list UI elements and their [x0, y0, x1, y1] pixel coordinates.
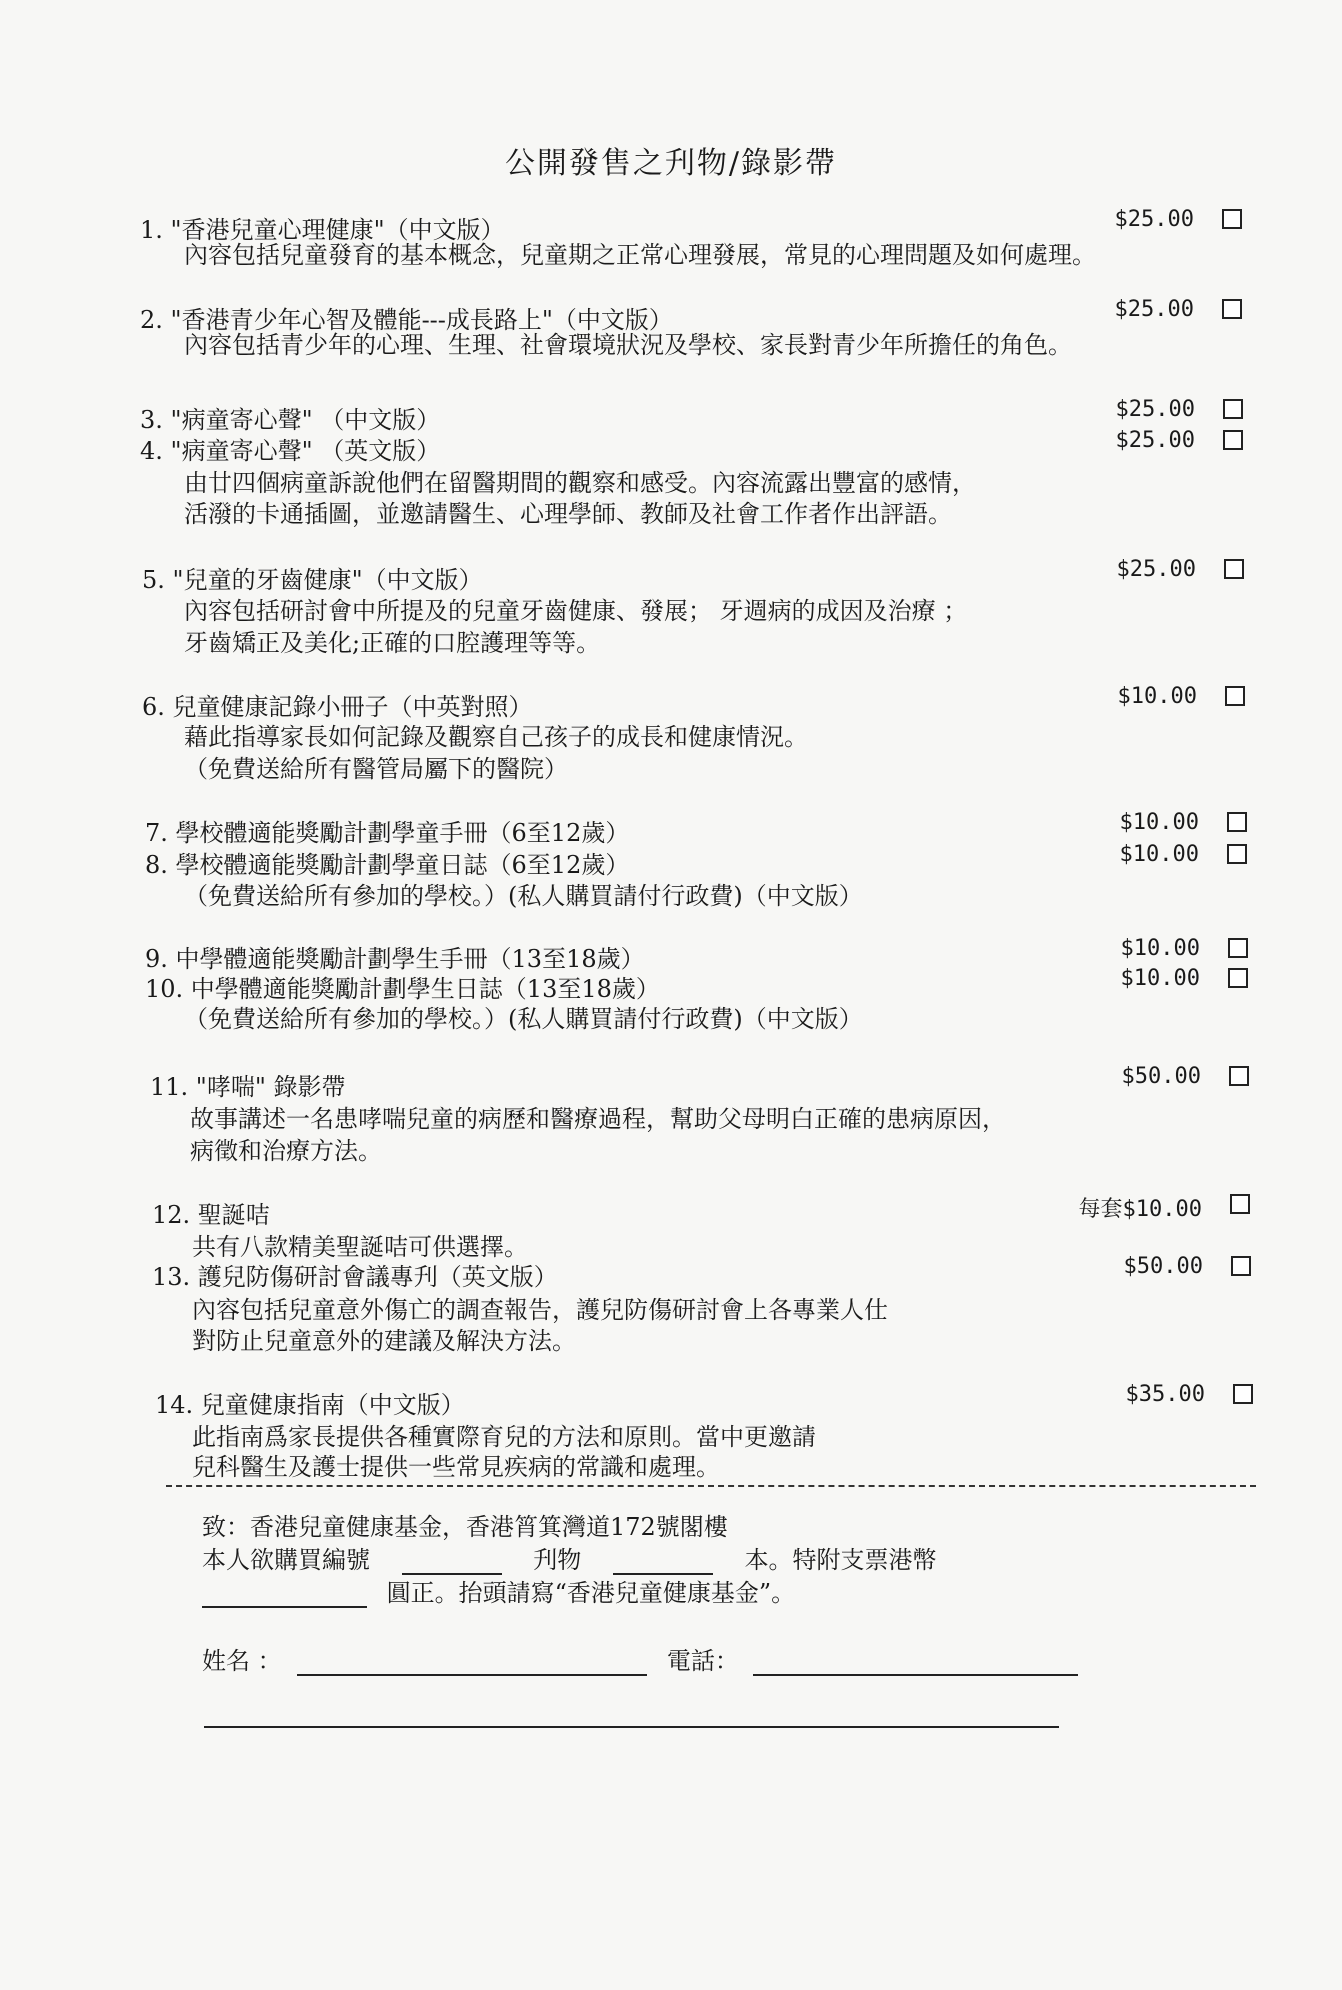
list-item-title: 10. 中學體適能獎勵計劃學生日誌（13至18歲） — [145, 975, 660, 1003]
purchase-mid: 刋物 — [533, 1546, 582, 1574]
list-item-title: 14. 兒童健康指南（中文版） — [155, 1391, 465, 1419]
list-item-description: （免費送給所有參加的學校。）(私人購買請付行政費)（中文版） — [184, 1005, 863, 1033]
phone-field[interactable] — [753, 1673, 1078, 1676]
list-item-description: 病徵和治療方法。 — [190, 1137, 382, 1165]
page-title: 公開發售之刋物/錄影帶 — [504, 146, 838, 181]
list-item-description: （免費送給所有醫管局屬下的醫院） — [184, 755, 568, 783]
list-item-description: 由廿四個病童訴說他們在留醫期間的觀察和感受。內容流露出豐富的感情， — [184, 469, 976, 497]
list-item-title: 13. 護兒防傷研討會議專刋（英文版） — [152, 1263, 558, 1291]
order-checkbox[interactable] — [1222, 299, 1242, 319]
order-checkbox[interactable] — [1225, 686, 1245, 706]
order-checkbox[interactable] — [1227, 812, 1247, 832]
list-item-title: 3. "病童寄心聲" （中文版） — [140, 406, 441, 434]
list-item-title: 5. "兒童的牙齒健康"（中文版） — [142, 566, 483, 594]
list-item-title: 12. 聖誕咭 — [152, 1201, 270, 1229]
extra-info-line[interactable] — [204, 1726, 1059, 1728]
item-price: $25.00 — [1116, 557, 1196, 582]
item-number-blank[interactable] — [402, 1572, 502, 1575]
phone-label: 電話： — [666, 1647, 739, 1675]
list-item-description: 內容包括兒童發育的基本概念，兒童期之正常心理發展，常見的心理問題及如何處理。 — [184, 241, 1096, 269]
item-price: $25.00 — [1115, 397, 1195, 422]
item-price: $50.00 — [1123, 1254, 1203, 1279]
list-item-description: 牙齒矯正及美化;正確的口腔護理等等。 — [184, 629, 601, 657]
order-checkbox[interactable] — [1228, 968, 1248, 988]
order-checkbox[interactable] — [1233, 1384, 1253, 1404]
list-item-description: 內容包括青少年的心理、生理、社會環境狀況及學校、家長對青少年所擔任的角色。 — [184, 331, 1072, 359]
item-price: $10.00 — [1120, 936, 1200, 961]
item-price: $25.00 — [1115, 428, 1195, 453]
order-checkbox[interactable] — [1222, 209, 1242, 229]
address-line: 致：香港兒童健康基金，香港筲箕灣道172號閣樓 — [202, 1513, 728, 1541]
list-item-title: 11. "哮喘" 錄影帶 — [150, 1073, 346, 1101]
name-field[interactable] — [297, 1673, 647, 1676]
item-price: $10.00 — [1120, 966, 1200, 991]
list-item-title: 1. "香港兒童心理健康"（中文版） — [140, 216, 505, 244]
list-item-description: 共有八款精美聖誕咭可供選擇。 — [192, 1233, 528, 1261]
list-item-description: 對防止兒童意外的建議及解決方法。 — [192, 1327, 576, 1355]
name-label: 姓名 ： — [202, 1647, 282, 1675]
cheque-line — [202, 1578, 795, 1608]
item-price: $10.00 — [1117, 684, 1197, 709]
order-checkbox[interactable] — [1230, 1194, 1250, 1214]
order-checkbox[interactable] — [1227, 844, 1247, 864]
list-item-description: 故事講述一名患哮喘兒童的病歷和醫療過程，幫助父母明白正確的患病原因， — [190, 1105, 1006, 1133]
list-item-description: （免費送給所有參加的學校。）(私人購買請付行政費)（中文版） — [184, 882, 863, 910]
item-price: 每套$10.00 — [1078, 1197, 1202, 1222]
order-checkbox[interactable] — [1223, 430, 1243, 450]
cheque-text: 圓正。抬頭請寫“香港兒童健康基金”。 — [386, 1579, 796, 1607]
list-item-description: 內容包括研討會中所提及的兒童牙齒健康、發展； 牙週病的成因及治療 ； — [184, 597, 968, 625]
order-checkbox[interactable] — [1228, 938, 1248, 958]
order-checkbox[interactable] — [1229, 1066, 1249, 1086]
item-price: $10.00 — [1119, 810, 1199, 835]
list-item-title: 7. 學校體適能獎勵計劃學童手冊（6至12歲） — [145, 819, 630, 847]
order-checkbox[interactable] — [1224, 559, 1244, 579]
quantity-blank[interactable] — [613, 1572, 713, 1575]
list-item-title: 2. "香港青少年心智及體能---成長路上"（中文版） — [140, 306, 673, 334]
order-checkbox[interactable] — [1231, 1256, 1251, 1276]
cut-line-divider — [166, 1485, 1256, 1487]
amount-blank[interactable] — [202, 1605, 367, 1608]
purchase-prefix: 本人欲購買編號 — [202, 1546, 370, 1574]
list-item-description: 活潑的卡通插圖，並邀請醫生、心理學師、教師及社會工作者作出評語。 — [184, 500, 952, 528]
list-item-title: 9. 中學體適能獎勵計劃學生手冊（13至18歲） — [145, 945, 645, 973]
purchase-suffix: 本。特附支票港幣 — [744, 1546, 937, 1574]
list-item-title: 8. 學校體適能獎勵計劃學童日誌（6至12歲） — [145, 851, 630, 879]
item-price: $10.00 — [1119, 842, 1199, 867]
list-item-description: 內容包括兒童意外傷亡的調查報告，護兒防傷研討會上各專業人仕 — [192, 1296, 888, 1324]
order-checkbox[interactable] — [1223, 399, 1243, 419]
item-price: $25.00 — [1114, 297, 1194, 322]
list-item-description: 兒科醫生及護士提供一些常見疾病的常識和處理。 — [192, 1453, 720, 1481]
item-price: $50.00 — [1121, 1064, 1201, 1089]
list-item-title: 4. "病童寄心聲" （英文版） — [140, 437, 441, 465]
purchase-line — [202, 1545, 937, 1575]
item-price: $25.00 — [1114, 207, 1194, 232]
contact-line — [202, 1646, 1078, 1676]
list-item-title: 6. 兒童健康記錄小冊子（中英對照） — [142, 693, 533, 721]
list-item-description: 藉此指導家長如何記錄及觀察自己孩子的成長和健康情況。 — [184, 723, 808, 751]
list-item-description: 此指南爲家長提供各種實際育兒的方法和原則。當中更邀請 — [192, 1423, 816, 1451]
item-price: $35.00 — [1125, 1382, 1205, 1407]
